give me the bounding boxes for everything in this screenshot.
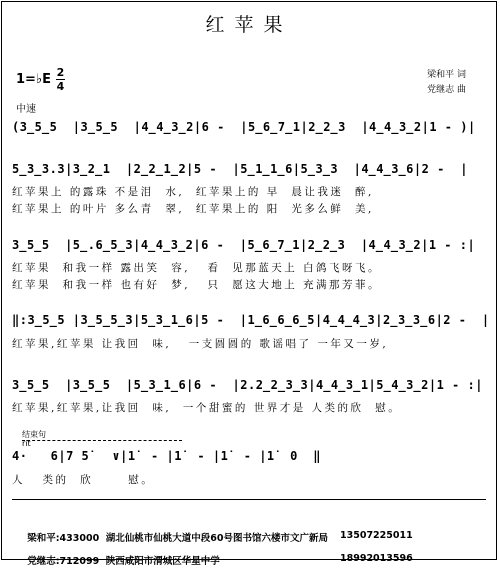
song-title: 红苹果 [205,14,293,36]
ending-label: 结束句 [22,430,46,439]
score-row-5: 3̲5̲5 |3̲5̲5 |5̲3̲1̲6|6 - |2.2̲2̲3̲3|4̲4̲3̲1|5̲4̲3̲2|1 - :| [12,378,483,392]
lyric-row-5: 红苹果,红苹果,让我回 味, 一个甜蜜的 世界才是 人类的欣 慰。 [12,402,402,414]
score-row-3: 3̲5̲5 |5̲.6̲5̲3|4̲4̲3̲2|6 - |5̲6̲7̲1|2̲2̲3 |4̲4̲3̲2|1 - :| [12,238,476,252]
sheet-music-page [1,1,497,567]
key-signature: 1=♭E [16,72,51,87]
time-signature-bottom: 4 [56,80,65,93]
time-signature [56,67,65,92]
score-row-4: ‖:3̲5̲5 |3̲5̲5̲3|5̲3̲1̲6|5 - |1̲6̲6̲6̲5|4̲4̲4̲3|2̲3̲3̲6|2 - | [12,313,490,327]
lyric-row-3-verse-1: 红苹果 和我一样 露出笑 容, 看 见那蓝天上 白鸽飞呀飞。 [12,262,382,274]
lyricist-credit: 梁和平 词 [427,70,466,80]
lyric-row-2-verse-2: 红苹果上 的叶片 多么青 翠, 红苹果上的 阳 光多么鲜 美, [12,203,374,215]
rit-mark: rit [22,439,31,448]
footer-divider [12,499,486,500]
score-row-6: 4· 6|7 5̇ ∨|1̇ - |1̇ - |1̇ - |1̇ 0 ‖ [12,449,321,463]
contact-lyricist-address: 梁和平:433000 湖北仙桃市仙桃大道中段60号图书馆六楼市文广新局 [27,533,329,544]
score-row-2: 5̲3̲3.3|3̲2̲1 |2̲2̲1̲2|5 - |5̲1̲1̲6|5̲3̲3 |4̲4̲3̲6|2 - | [12,162,468,176]
lyric-row-4: 红苹果,红苹果 让我回 味, 一支圆圆的 歌谣唱了 一年又一岁, [12,338,389,350]
ending-marking [22,430,46,448]
contact-composer-phone: 18992013596 [340,553,413,564]
score-row-1: (3̲5̲5 |3̲5̲5 |4̲4̲3̲2|6 - |5̲6̲7̲1|2̲2̲3 |4̲4̲3̲2|1 - )| [12,120,476,134]
tempo-marking: 中速 [16,104,36,115]
contact-lyricist-phone: 13507225011 [340,530,413,541]
rit-dashed-line [22,440,182,441]
lyric-row-6: 人 类的 欣 慰。 [12,474,155,486]
composer-credit: 党继志 曲 [427,85,466,95]
lyric-row-3-verse-2: 红苹果 和我一样 也有好 梦, 只 愿这大地上 充满那芳菲。 [12,279,382,291]
contact-composer-address: 党继志:712099 陕西咸阳市渭城区华星中学 [27,556,220,567]
lyric-row-2-verse-1: 红苹果上 的露珠 不是泪 水, 红苹果上的 早 晨让我迷 醉, [12,186,374,198]
credits [427,68,466,98]
contact-composer [14,542,413,578]
time-signature-top: 2 [56,66,65,79]
